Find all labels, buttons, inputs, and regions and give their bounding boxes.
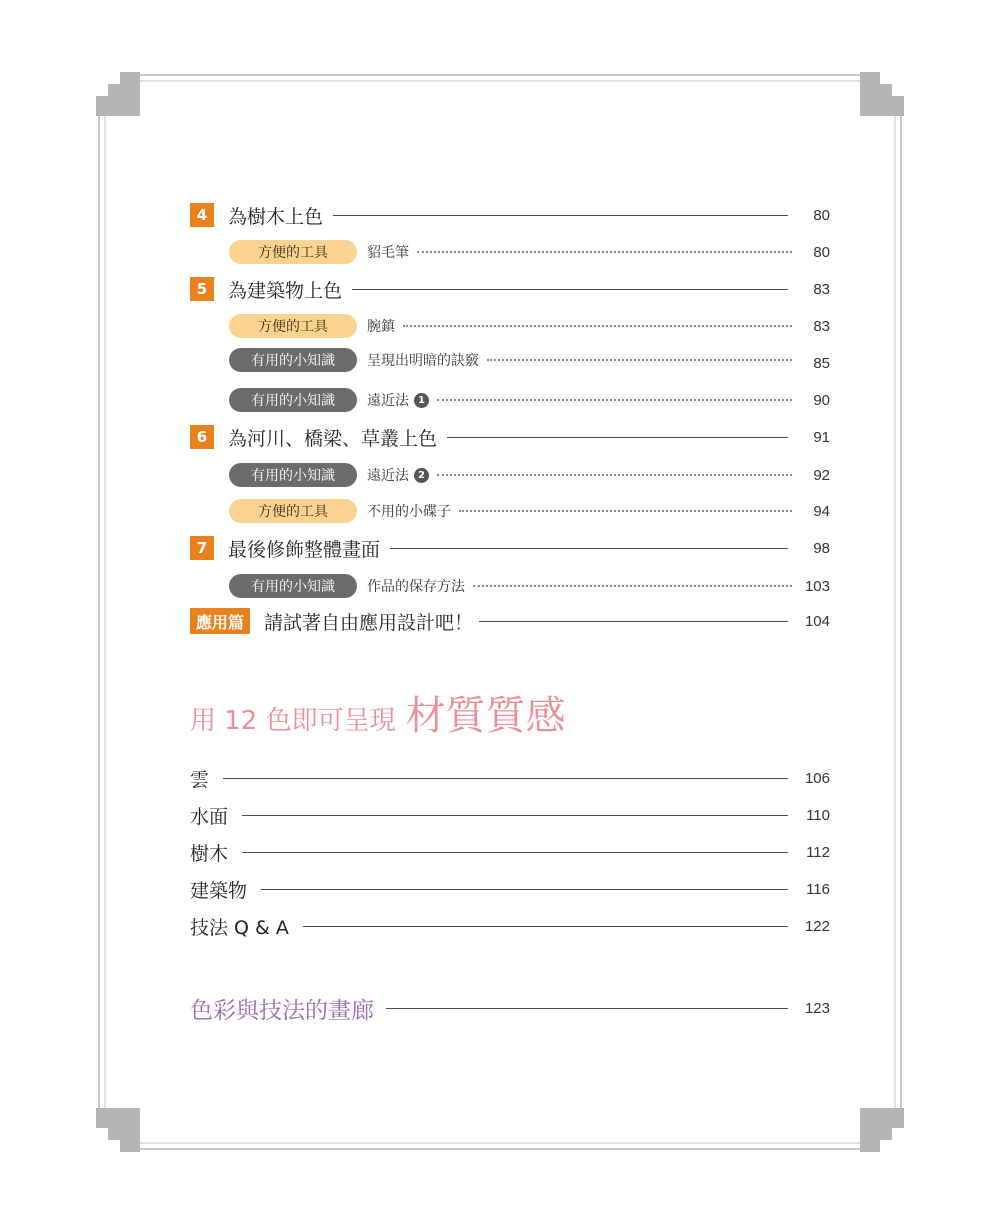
dotted-leader: [473, 585, 792, 587]
section-heading: [190, 684, 566, 741]
toc-sub-item[interactable]: [229, 239, 830, 265]
toc-chapter-4[interactable]: [190, 202, 830, 228]
dotted-leader: [437, 399, 792, 401]
tool-tag: 方便的工具: [229, 314, 357, 338]
page-number: 110: [806, 806, 830, 824]
tip-tag: 有用的小知識: [229, 348, 357, 372]
leader-line: [261, 889, 788, 890]
page-number: 90: [813, 391, 830, 409]
application-title: 請試著自由應用設計吧！: [264, 611, 474, 634]
toc-texture-item[interactable]: [190, 913, 830, 939]
toc-texture-item[interactable]: [190, 839, 830, 865]
toc-chapter-6[interactable]: [190, 424, 830, 450]
page-number: 106: [804, 769, 830, 787]
toc-texture-item[interactable]: [190, 765, 830, 791]
page-number: 116: [806, 880, 830, 898]
toc-sub-item[interactable]: [229, 498, 830, 524]
sub-title: 腕鎮: [367, 319, 395, 335]
sub-title: 作品的保存方法: [367, 579, 465, 595]
circle-number-1: 1: [414, 393, 429, 408]
tip-tag: 有用的小知識: [229, 574, 357, 598]
page-number: 83: [813, 317, 830, 335]
leader-line: [223, 778, 788, 779]
page-number: 104: [804, 612, 830, 630]
sub-title: [367, 390, 429, 410]
dotted-leader: [487, 359, 792, 361]
item-title: 水面: [190, 805, 229, 828]
page-number: 94: [813, 502, 830, 520]
item-title: 建築物: [190, 879, 248, 902]
gallery-title: 色彩與技法的畫廊: [190, 997, 374, 1024]
frame-corner-bottom-right: [860, 1108, 904, 1152]
toc-gallery[interactable]: [190, 993, 830, 1023]
chapter-title: 為建築物上色: [228, 279, 343, 302]
tool-tag: 方便的工具: [229, 499, 357, 523]
chapter-number-badge: 4: [190, 203, 214, 227]
sub-title: 貂毛筆: [367, 245, 409, 261]
leader-line: [242, 852, 788, 853]
dotted-leader: [417, 251, 792, 253]
toc-sub-item[interactable]: [229, 462, 830, 488]
tool-tag: 方便的工具: [229, 240, 357, 264]
chapter-number-badge: 7: [190, 536, 214, 560]
application-badge: 應用篇: [190, 608, 250, 634]
leader-line: [390, 548, 788, 549]
item-title: 雲: [190, 768, 210, 791]
sub-title-text: 遠近法: [367, 468, 409, 484]
page-number: 122: [804, 917, 830, 935]
leader-line: [303, 926, 788, 927]
item-title: 技法 Q & A: [190, 916, 289, 939]
toc-sub-item[interactable]: [229, 313, 830, 339]
page-number: 92: [813, 466, 830, 484]
sub-title: [367, 465, 429, 485]
chapter-title: 為河川、橋梁、草叢上色: [228, 427, 438, 450]
page-number: 103: [804, 577, 830, 595]
sub-title: 呈現出明暗的訣竅: [367, 353, 479, 369]
section-heading-big: 材質質感: [405, 693, 566, 739]
page-number: 80: [813, 206, 830, 224]
toc-sub-item[interactable]: [229, 347, 830, 373]
leader-line: [242, 815, 788, 816]
leader-line: [386, 1008, 788, 1009]
sub-title: 不用的小碟子: [367, 504, 451, 520]
toc-chapter-7[interactable]: [190, 535, 830, 561]
frame-corner-top-left: [96, 72, 140, 116]
circle-number-2: 2: [414, 468, 429, 483]
toc-texture-item[interactable]: [190, 802, 830, 828]
toc-chapter-5[interactable]: [190, 276, 830, 302]
section-heading-small: 用 12 色即可呈現: [190, 706, 396, 736]
leader-line: [333, 215, 788, 216]
chapter-title: 為樹木上色: [228, 205, 324, 228]
page-number: 123: [804, 999, 830, 1017]
dotted-leader: [403, 325, 792, 327]
toc-application[interactable]: [190, 608, 830, 634]
frame-corner-top-right: [860, 72, 904, 116]
leader-line: [447, 437, 788, 438]
page-number: 80: [813, 243, 830, 261]
dotted-leader: [437, 474, 792, 476]
toc-texture-item[interactable]: [190, 876, 830, 902]
chapter-title: 最後修飾整體畫面: [228, 538, 381, 561]
page-number: 83: [813, 280, 830, 298]
chapter-number-badge: 5: [190, 277, 214, 301]
toc-sub-item[interactable]: [229, 387, 830, 413]
page-number: 98: [813, 539, 830, 557]
leader-line: [479, 621, 788, 622]
tip-tag: 有用的小知識: [229, 463, 357, 487]
frame-corner-bottom-left: [96, 1108, 140, 1152]
chapter-number-badge: 6: [190, 425, 214, 449]
page-number: 85: [813, 354, 830, 372]
page-number: 91: [813, 428, 830, 446]
tip-tag: 有用的小知識: [229, 388, 357, 412]
dotted-leader: [459, 510, 792, 512]
toc-sub-item[interactable]: [229, 573, 830, 599]
leader-line: [352, 289, 788, 290]
page-number: 112: [806, 843, 830, 861]
item-title: 樹木: [190, 842, 229, 865]
sub-title-text: 遠近法: [367, 393, 409, 409]
